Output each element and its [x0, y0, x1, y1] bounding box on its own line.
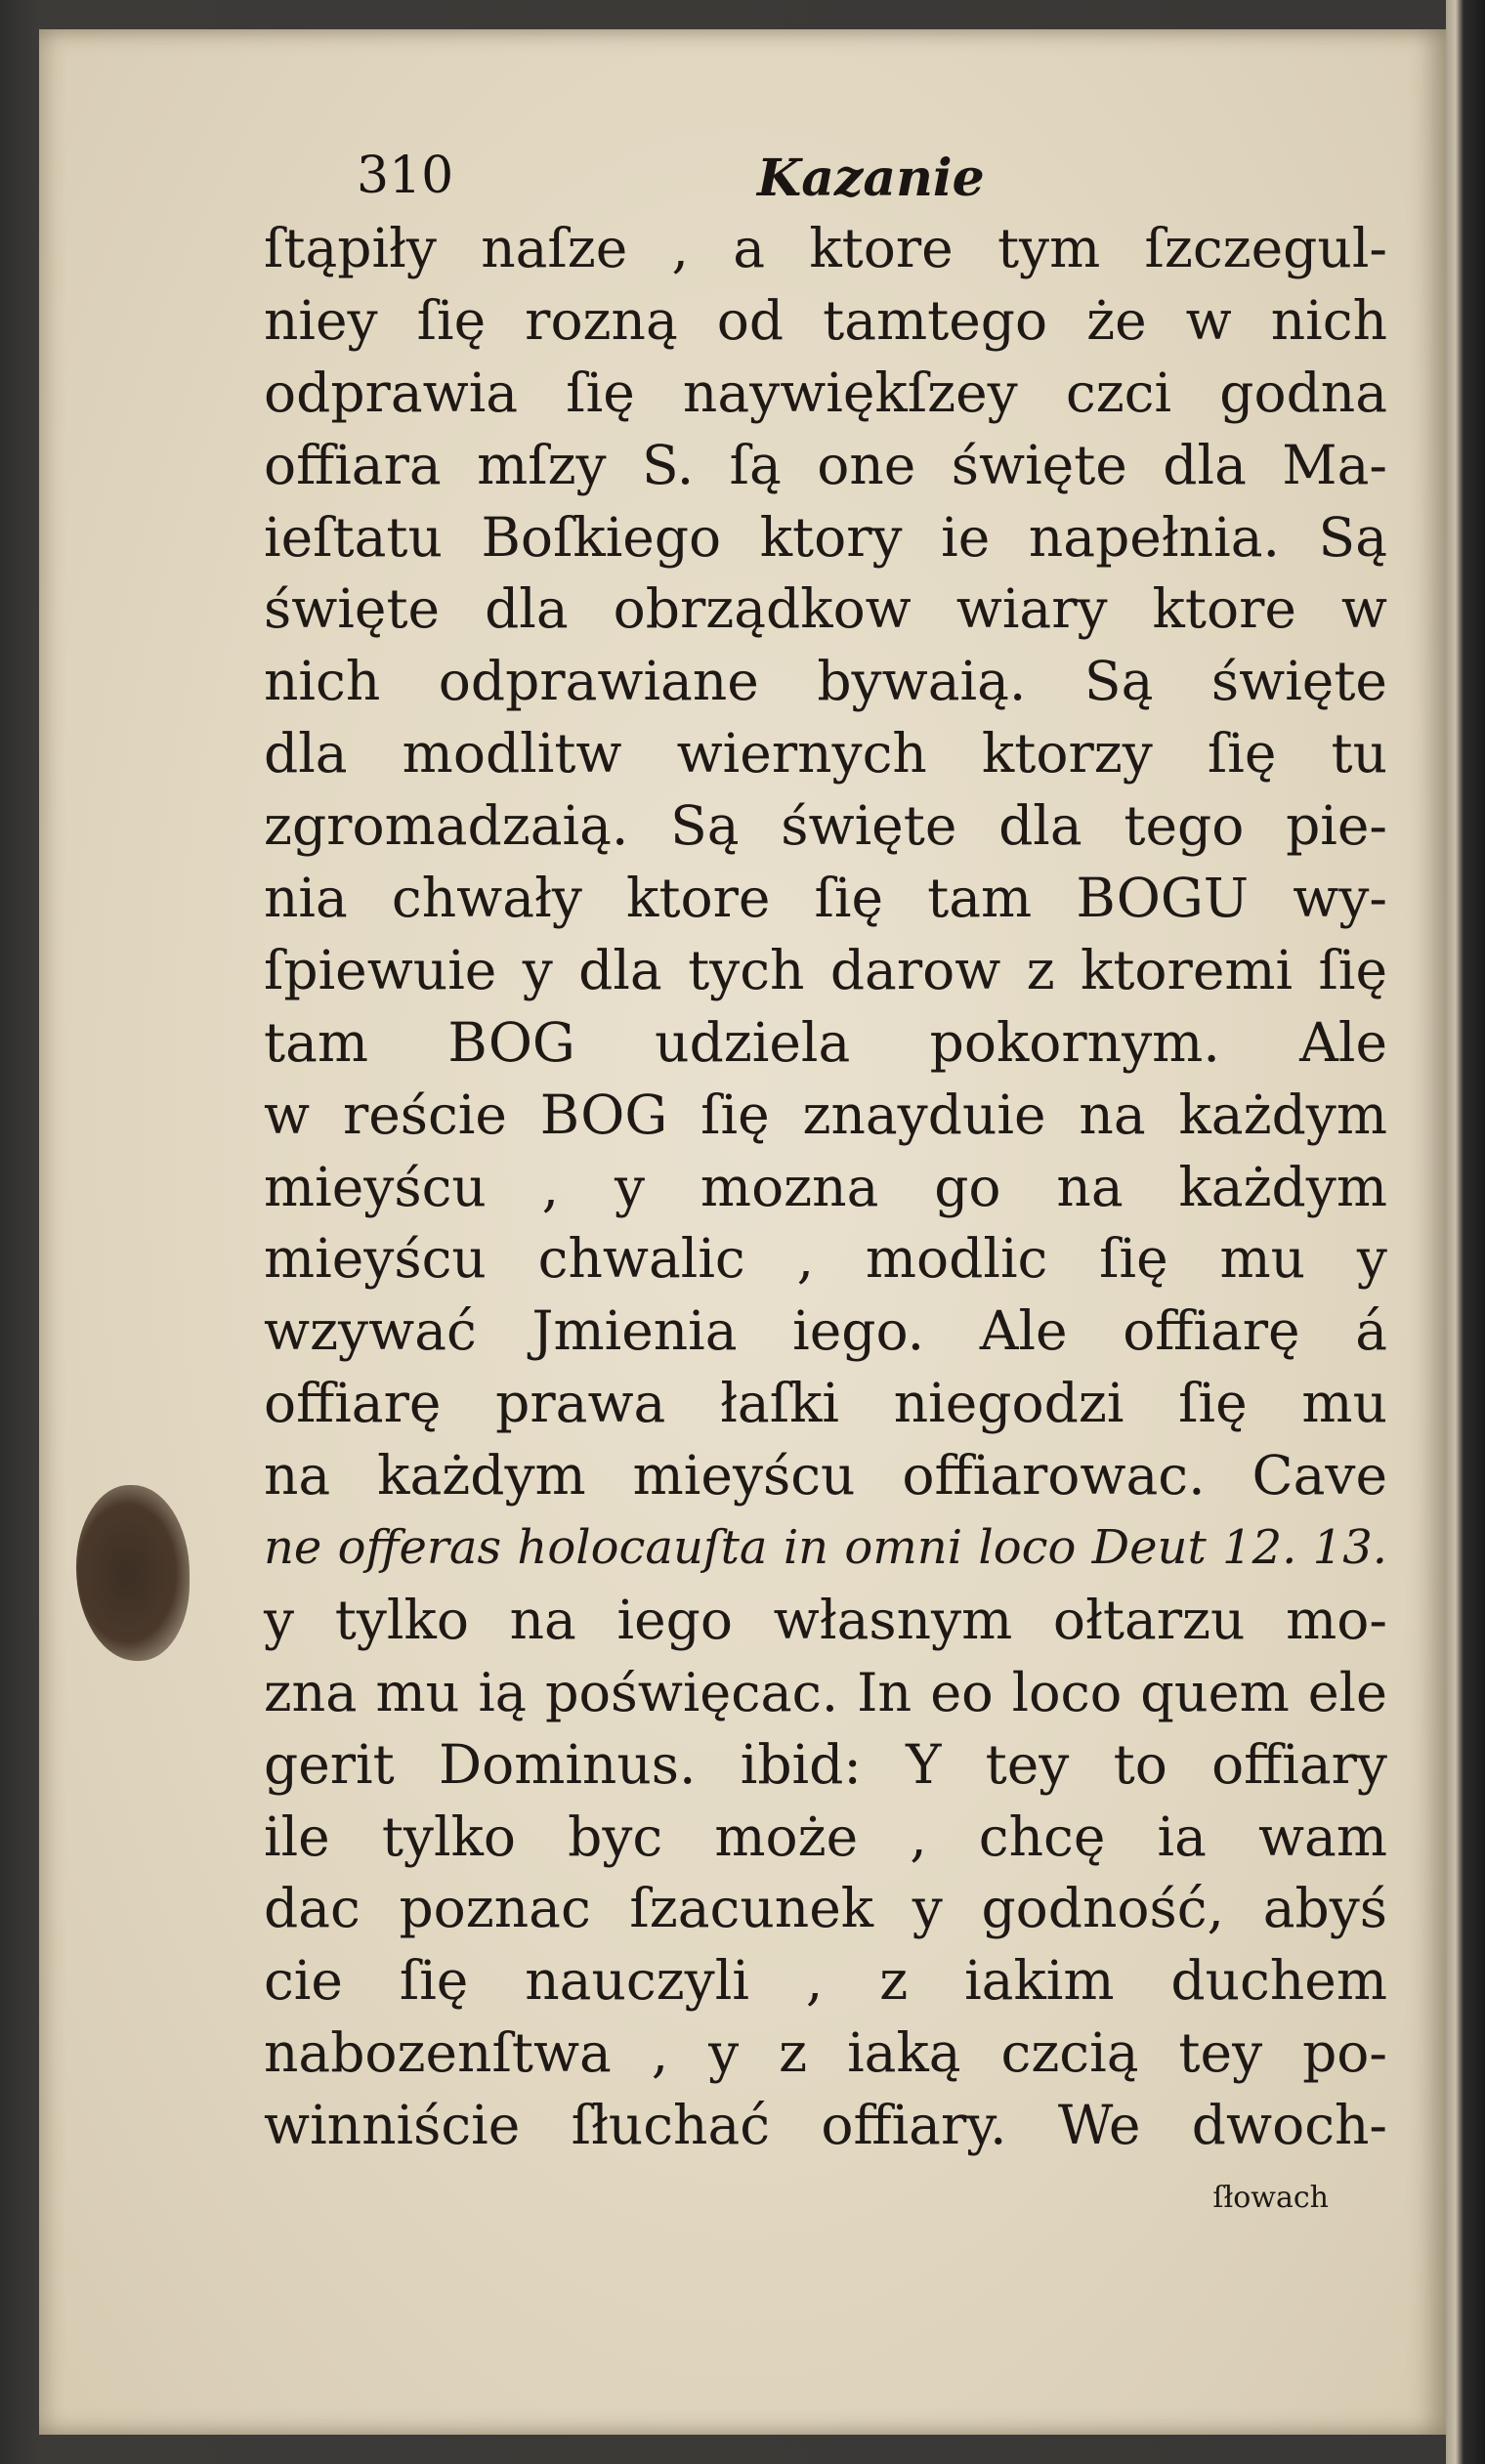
sermon-text: [264, 213, 1387, 2234]
page-header: [357, 147, 1334, 211]
text-line: y tylko na iego własnym ołtarzu mo-: [264, 1588, 1387, 1651]
page-number: 310: [357, 147, 454, 205]
text-line: nich odprawiane bywaią. Są święte: [264, 650, 1387, 713]
text-line: ſtąpiły naſze , a ktore tym ſzczegul-: [264, 217, 1387, 279]
running-title: Kazanie: [757, 149, 985, 208]
ink-stain: [76, 1485, 190, 1661]
text-line: ieſtatu Boſkiego ktory ie napełnia. Są: [264, 505, 1387, 569]
text-line: mieyścu chwalic , modlic ſię mu y: [264, 1227, 1387, 1291]
text-line: gerit Dominus. ibid: Y tey to offiary: [264, 1732, 1387, 1796]
text-line: w reście BOG ſię znayduie na każdym: [264, 1083, 1387, 1146]
text-line: tam BOG udziela pokornym. Ale: [264, 1010, 1387, 1074]
book-edge: [1446, 0, 1485, 2464]
catchword: ſłowach: [1212, 2181, 1329, 2216]
text-line: offiara mſzy S. ſą one święte dla Ma-: [264, 433, 1387, 496]
text-line: wzywać Jmienia iego. Ale offiarę á: [264, 1299, 1387, 1363]
text-line: mieyścu , y mozna go na każdym: [264, 1155, 1387, 1218]
text-line: cie ſię nauczyli , z iakim duchem: [264, 1949, 1387, 2013]
text-line: winniście ſłuchać offiary. We dwoch-: [264, 2094, 1387, 2157]
text-line: niey ſię rozną od tamtego że w nich: [264, 288, 1387, 352]
text-line: ſpiewuie y dla tych darow z ktoremi ſię: [264, 938, 1387, 1001]
text-line: zgromadzaią. Są święte dla tego pie-: [264, 794, 1387, 858]
text-line: nabozenſtwa , y z iaką czcią tey po-: [264, 2021, 1387, 2085]
text-line: na każdym mieyścu offiarowac. Cave: [264, 1444, 1387, 1508]
text-line: nia chwały ktore ſię tam BOGU wy-: [264, 867, 1387, 930]
text-line: ile tylko byc może , chcę ia wam: [264, 1805, 1387, 1868]
text-line: offiarę prawa łaſki niegodzi ſię mu: [264, 1372, 1387, 1435]
text-line-latin: ne offeras holocauſta in omni loco Deut 12. 13.: [264, 1520, 1387, 1576]
text-line: dla modlitw wiernych ktorzy ſię tu: [264, 722, 1387, 786]
text-line: święte dla obrządkow wiary ktore w: [264, 577, 1387, 641]
text-line: dac poznac ſzacunek y godność, abyś: [264, 1877, 1387, 1940]
text-line: odprawia ſię naywiękſzey czci godna: [264, 361, 1387, 424]
text-line: zna mu ią poświęcac. In eo loco quem ele: [264, 1661, 1387, 1723]
